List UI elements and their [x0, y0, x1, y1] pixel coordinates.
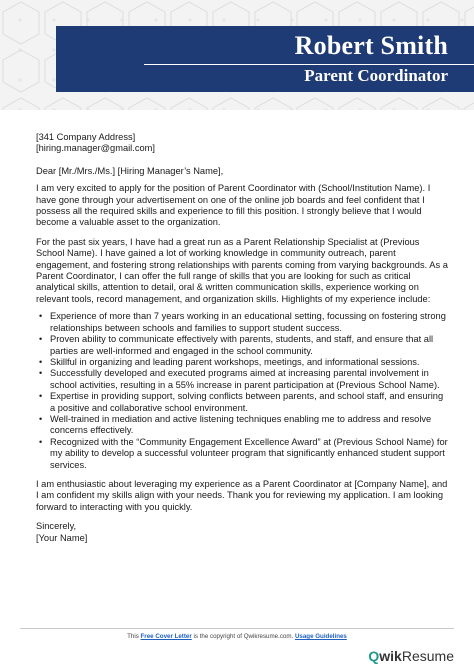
footer-copyright: This Free Cover Letter is the copyright of Qwikresume.com. Usage Guidelines — [127, 633, 347, 640]
highlights-list — [36, 311, 448, 471]
bullet-icon: • — [39, 413, 43, 424]
candidate-name: Robert Smith — [294, 31, 448, 60]
closing: Sincerely, — [36, 521, 77, 532]
bullet-icon: • — [39, 436, 43, 447]
letter-body — [36, 132, 448, 544]
list-item: • Successfully developed and executed programs aimed at increasing parental involvement in school activities, resulting in a 55% increase in parent participation at (Previous School Name). — [39, 368, 440, 390]
email-line: [hiring.manager@gmail.com] — [36, 143, 155, 154]
paragraph-closing: I am enthusiastic about leveraging my experience as a Parent Coordinator at [Company Name], and I am confident my skills align with your needs. Thank you for reviewing my application. I am looking forward to interacting with you quickly. — [36, 478, 448, 512]
bullet-icon: • — [39, 334, 43, 345]
job-title: Parent Coordinator — [304, 66, 448, 85]
list-item: • Skillful in organizing and leading parent workshops, meetings, and informational sessions. — [39, 356, 420, 367]
list-item: • Proven ability to communicate effectively with parents, students, and staff, and ensure that all parties are well-informed and engaged in the school community. — [39, 334, 434, 356]
bullet-icon: • — [39, 311, 43, 322]
paragraph-intro: I am very excited to apply for the position of Parent Coordinator with (School/Institution Name). I have gone through your advertisement on one of the online job boards and feel confident that I possess all the required skills and experience to fill this position. I strongly believe that I would become a valuable asset to the organization. — [36, 183, 431, 228]
free-cover-letter-link[interactable]: Free Cover Letter — [140, 633, 192, 640]
list-item: • Experience of more than 7 years working in an educational setting, focussing on fostering strong relationships between schools and families to support student success. — [39, 311, 446, 333]
list-item: • Well-trained in mediation and active listening techniques enabling me to address and resolve concerns effectively. — [39, 413, 432, 436]
list-item: • Expertise in providing support, solving conflicts between parents, and school staff, and ensuring a positive and collaborative school environment. — [39, 391, 444, 413]
list-item: • Recognized with the “Community Engagement Excellence Award” at (Previous School Name) for my ability to develop a successful volunteer program that significantly enhanced student support services. — [39, 436, 448, 470]
bullet-icon: • — [39, 356, 43, 367]
address-line: [341 Company Address] — [36, 132, 136, 142]
footer-divider — [20, 628, 454, 629]
name-band — [56, 26, 474, 92]
salutation: Dear [Mr./Mrs./Ms.] [Hiring Manager’s Name], — [36, 165, 224, 176]
header-divider — [144, 64, 474, 65]
usage-guidelines-link[interactable]: Usage Guidelines — [294, 633, 347, 640]
header-banner — [0, 0, 474, 110]
bullet-icon: • — [39, 368, 43, 379]
signature: [Your Name] — [36, 532, 88, 543]
paragraph-experience: For the past six years, I have had a great run as a Parent Relationship Specialist at (Previous School Name). I have gained a lot of working knowledge in community outreach, parent engagement, and fostering strong relationships with parents coming from varying backgrounds. As a Parent Coordinator, I can offer the full range of skills that you are looking for such as critical analytical skills, attention to detail, oral & written communication skills, experience working on relevant tools, record management, and organization skills. Highlights of my experience include: — [36, 236, 448, 304]
bullet-icon: • — [39, 391, 43, 402]
qwikresume-logo: QwikResume — [368, 648, 454, 664]
